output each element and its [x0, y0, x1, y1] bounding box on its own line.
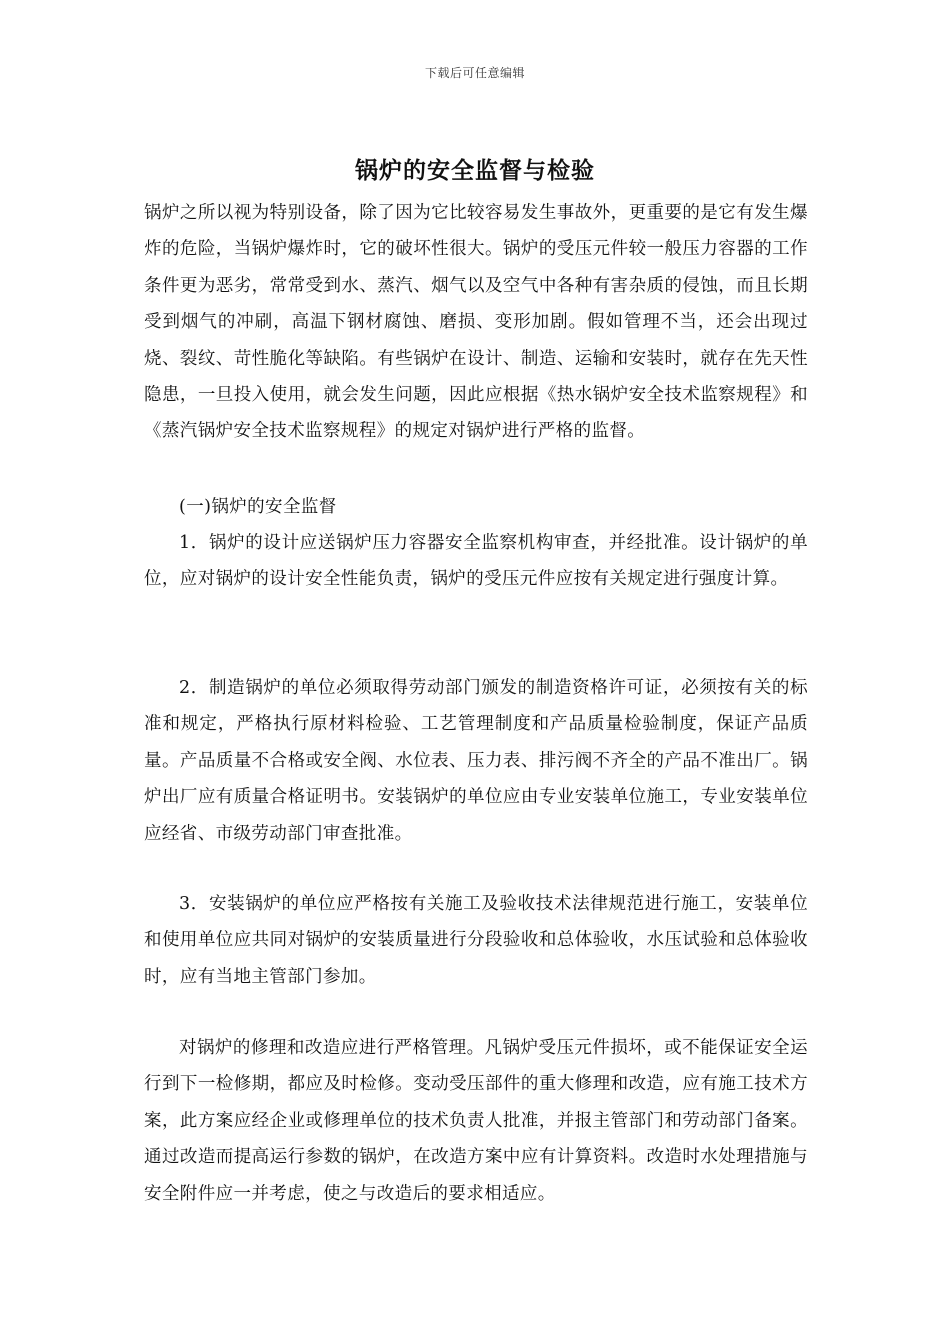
item-2-paragraph: 2．制造锅炉的单位必须取得劳动部门颁发的制造资格许可证，必须按有关的标准和规定，严格执行原材料检验、工艺管理制度和产品质量检验制度，保证产品质量。产品质量不合格或安全阀、水位表、压力表、排污阀不齐全的产品不准出厂。锅炉出厂应有质量合格证明书。安装锅炉的单位应由专业安装单位施工，专业安装单位应经省、市级劳动部门审查批准。	[144, 678, 808, 844]
section-heading: (一)锅炉的安全监督	[179, 497, 337, 517]
intro-paragraph: 锅炉之所以视为特别设备，除了因为它比较容易发生事故外，更重要的是它有发生爆炸的危险，当锅炉爆炸时，它的破坏性很大。锅炉的受压元件较一般压力容器的工作条件更为恶劣，常常受到水、蒸汽、烟气以及空气中各种有害杂质的侵蚀，而且长期受到烟气的冲刷，高温下钢材腐蚀、磨损、变形加剧。假如管理不当，还会出现过烧、裂纹、苛性脆化等缺陷。有些锅炉在设计、制造、运输和安装时，就存在先天性隐患，一旦投入使用，就会发生问题，因此应根据《热水锅炉安全技术监察规程》和《蒸汽锅炉安全技术监察规程》的规定对锅炉进行严格的监督。	[144, 203, 808, 442]
document-title: 锅炉的安全监督与检验	[355, 158, 595, 184]
repair-paragraph: 对锅炉的修理和改造应进行严格管理。凡锅炉受压元件损坏，或不能保证安全运行到下一检修期，都应及时检修。变动受压部件的重大修理和改造，应有施工技术方案，此方案应经企业或修理单位的技术负责人批准，并报主管部门和劳动部门备案。通过改造而提高运行参数的锅炉，在改造方案中应有计算资料。改造时水处理措施与安全附件应一并考虑，使之与改造后的要求相适应。	[144, 1038, 808, 1204]
item-1-paragraph: 1．锅炉的设计应送锅炉压力容器安全监察机构审查，并经批准。设计锅炉的单位，应对锅炉的设计安全性能负责，锅炉的受压元件应按有关规定进行强度计算。	[144, 533, 808, 590]
page-header-note: 下载后可任意编辑	[424, 66, 525, 80]
item-3-paragraph: 3．安装锅炉的单位应严格按有关施工及验收技术法律规范进行施工，安装单位和使用单位应共同对锅炉的安装质量进行分段验收和总体验收，水压试验和总体验收时，应有当地主管部门参加。	[144, 894, 808, 987]
